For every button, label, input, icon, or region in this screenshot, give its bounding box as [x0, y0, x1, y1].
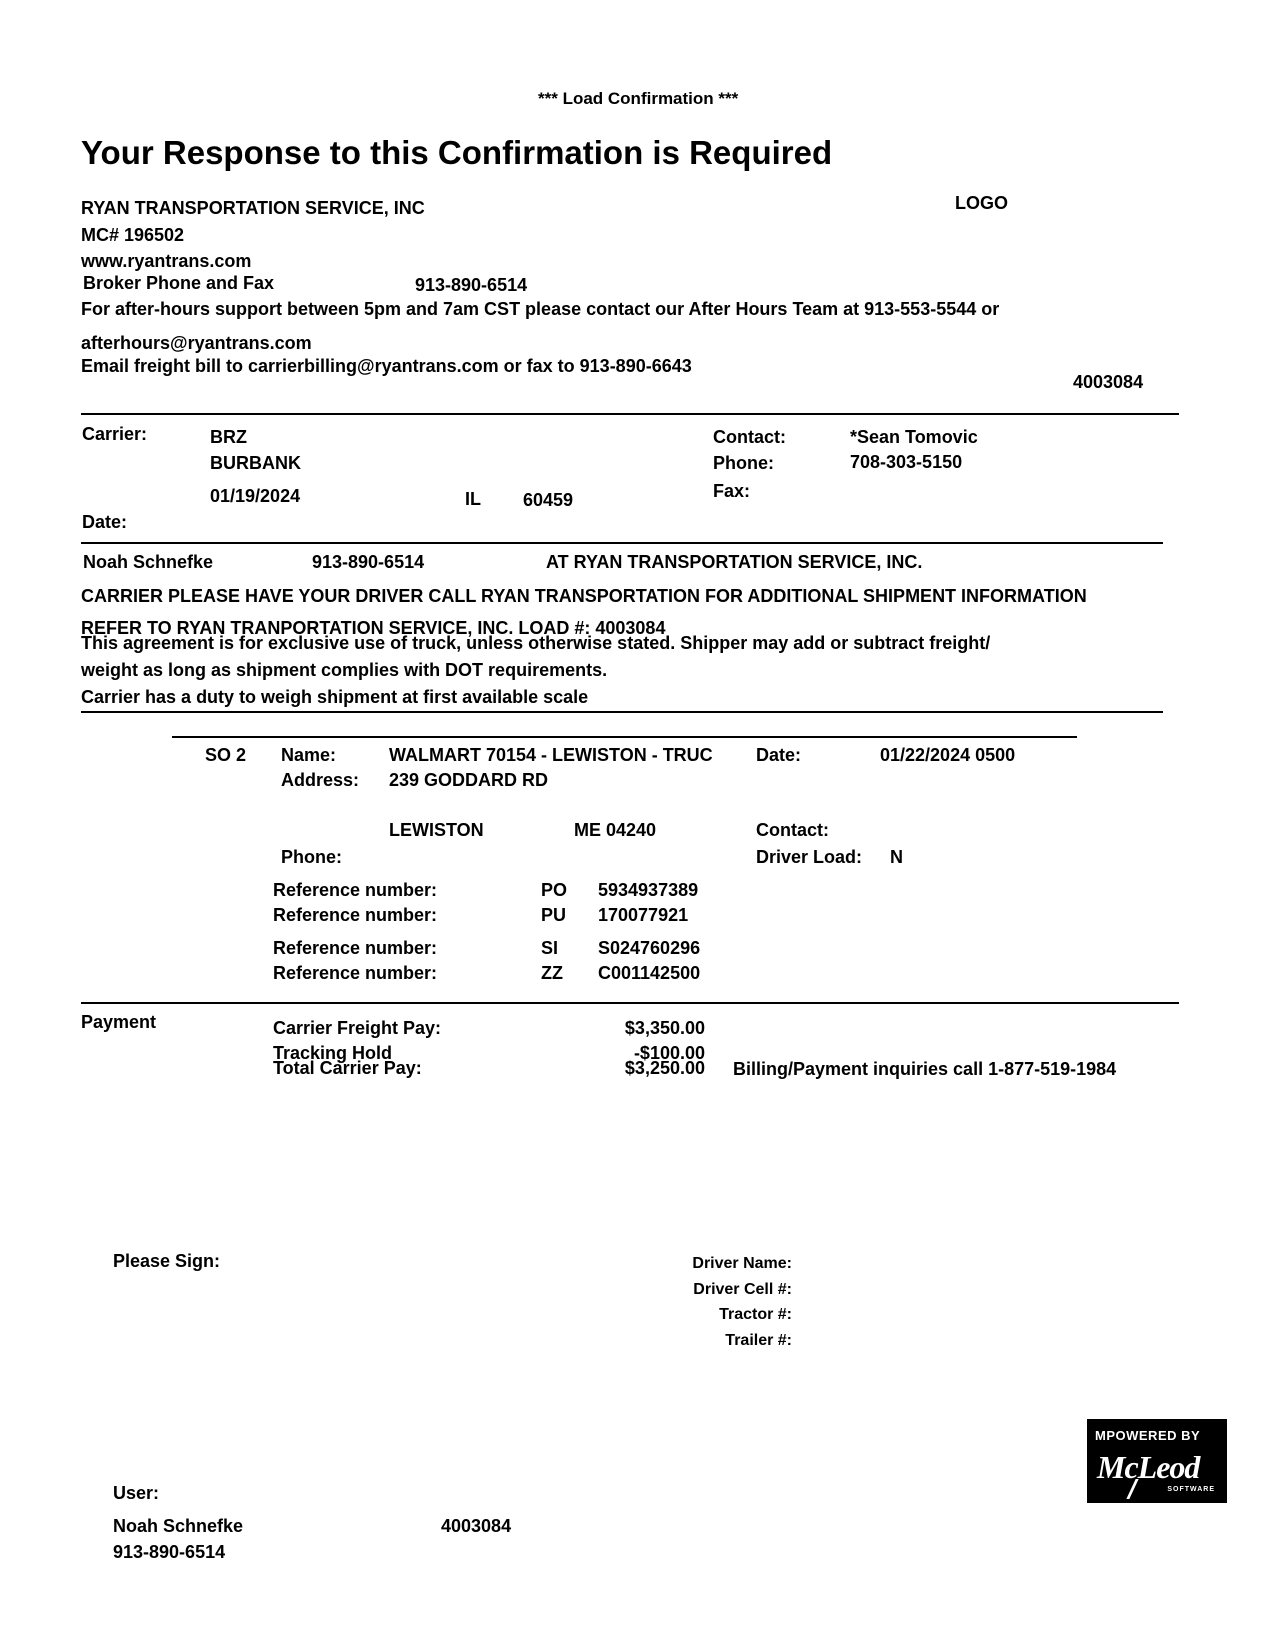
- date-label: Date:: [82, 512, 128, 532]
- carrier-zip: 60459: [523, 490, 574, 510]
- stop-id: SO 2: [205, 745, 247, 765]
- reference-value: 5934937389: [598, 880, 699, 900]
- carrier-state: IL: [465, 489, 481, 509]
- stop-phone-label: Phone:: [281, 847, 342, 867]
- page-title: Your Response to this Confirmation is Required: [81, 134, 833, 171]
- reference-type: ZZ: [541, 963, 563, 983]
- carrier-phone: 708-303-5150: [850, 452, 963, 472]
- reference-value: 170077921: [598, 905, 689, 925]
- reference-type: PU: [541, 905, 567, 925]
- driver-load-label: Driver Load:: [756, 847, 863, 867]
- billing-inquiries: Billing/Payment inquiries call 1-877-519-1984: [733, 1059, 1117, 1079]
- stop-address-label: Address:: [281, 770, 360, 790]
- reference-value: C001142500: [598, 963, 701, 983]
- freight-bill-email: Email freight bill to carrierbilling@ryantrans.com or fax to 913-890-6643: [81, 356, 692, 376]
- carrier-city: BURBANK: [210, 453, 301, 473]
- contact-name: *Sean Tomovic: [850, 427, 978, 447]
- stop-date: 01/22/2024 0500: [880, 745, 1016, 765]
- tracking-hold-value: -$100.00: [633, 1043, 705, 1063]
- reference-type: PO: [541, 880, 568, 900]
- freight-pay-value: $3,350.00: [624, 1018, 705, 1038]
- reference-label: Reference number:: [273, 938, 438, 958]
- stop-contact-label: Contact:: [756, 820, 829, 840]
- stop-date-label: Date:: [756, 745, 802, 765]
- freight-pay-label: Carrier Freight Pay:: [273, 1018, 442, 1038]
- weigh-notice: Carrier has a duty to weigh shipment at first available scale: [81, 687, 589, 707]
- stop-name-label: Name:: [281, 745, 337, 765]
- after-hours-email[interactable]: afterhours@ryantrans.com: [81, 333, 312, 353]
- stop-state-zip: ME 04240: [574, 820, 657, 840]
- total-pay-value: $3,250.00: [624, 1058, 705, 1078]
- user-label: User:: [113, 1483, 160, 1503]
- payment-label: Payment: [81, 1012, 157, 1032]
- agent-name: Noah Schnefke: [83, 552, 214, 572]
- please-sign-label: Please Sign:: [113, 1251, 221, 1271]
- agreement-text-cont: weight as long as shipment complies with DOT requirements.: [81, 660, 608, 680]
- total-pay-label: Total Carrier Pay:: [273, 1058, 422, 1078]
- user-name: Noah Schnefke: [113, 1516, 244, 1536]
- divider: [81, 542, 1163, 544]
- tractor-label: Tractor #:: [719, 1306, 792, 1323]
- reference-value: S024760296: [598, 938, 701, 958]
- driver-call-notice: CARRIER PLEASE HAVE YOUR DRIVER CALL RYAN TRANSPORTATION FOR ADDITIONAL SHIPMENT INFORMATION: [81, 586, 1087, 606]
- trailer-label: Trailer #:: [725, 1332, 792, 1349]
- broker-phone: 913-890-6514: [415, 275, 528, 295]
- reference-label: Reference number:: [273, 905, 438, 925]
- website-link[interactable]: www.ryantrans.com: [81, 251, 252, 271]
- divider: [81, 711, 1163, 713]
- stop-address: 239 GODDARD RD: [389, 770, 549, 790]
- document-type: *** Load Confirmation ***: [538, 89, 739, 108]
- driver-cell-label: Driver Cell #:: [693, 1281, 792, 1298]
- carrier-date: 01/19/2024: [210, 486, 301, 506]
- logo-subtitle: SOFTWARE: [1167, 1486, 1215, 1493]
- company-name: RYAN TRANSPORTATION SERVICE, INC: [81, 198, 425, 218]
- refer-to-load: REFER TO RYAN TRANPORTATION SERVICE, INC. LOAD #: 4003084: [81, 618, 666, 638]
- agent-phone: 913-890-6514: [312, 552, 425, 572]
- mc-number: MC# 196502: [81, 225, 185, 245]
- user-phone: 913-890-6514: [113, 1542, 226, 1562]
- tracking-hold-label: Tracking Hold: [273, 1043, 393, 1063]
- divider: [81, 1002, 1179, 1004]
- driver-name-label: Driver Name:: [692, 1255, 792, 1272]
- agreement-text: This agreement is for exclusive use of truck, unless otherwise stated. Shipper may add or subtract freight/: [81, 633, 991, 653]
- contact-label: Contact:: [713, 427, 786, 447]
- fax-label: Fax:: [713, 481, 751, 501]
- driver-load-value: N: [890, 847, 903, 867]
- divider: [172, 736, 1077, 738]
- broker-phone-label: Broker Phone and Fax: [83, 273, 275, 293]
- load-number: 4003084: [1073, 372, 1144, 392]
- logo-tagline: MPOWERED BY: [1095, 1428, 1201, 1443]
- logo-brand: McLeod: [1097, 1449, 1200, 1485]
- reference-type: SI: [541, 938, 559, 958]
- agent-company: AT RYAN TRANSPORTATION SERVICE, INC.: [546, 552, 923, 572]
- logo-placeholder: LOGO: [955, 193, 1008, 213]
- footer-load-number: 4003084: [441, 1516, 512, 1536]
- stop-name: WALMART 70154 - LEWISTON - TRUC: [389, 745, 713, 765]
- stop-city: LEWISTON: [389, 820, 484, 840]
- reference-label: Reference number:: [273, 880, 438, 900]
- mcleod-logo: [1087, 1419, 1227, 1503]
- reference-label: Reference number:: [273, 963, 438, 983]
- carrier-code: BRZ: [210, 427, 247, 447]
- after-hours-notice: For after-hours support between 5pm and 7am CST please contact our After Hours Team at 913-553-5544 or: [81, 299, 1000, 319]
- phone-label: Phone:: [713, 453, 774, 473]
- carrier-label: Carrier:: [82, 424, 148, 444]
- divider: [81, 413, 1179, 415]
